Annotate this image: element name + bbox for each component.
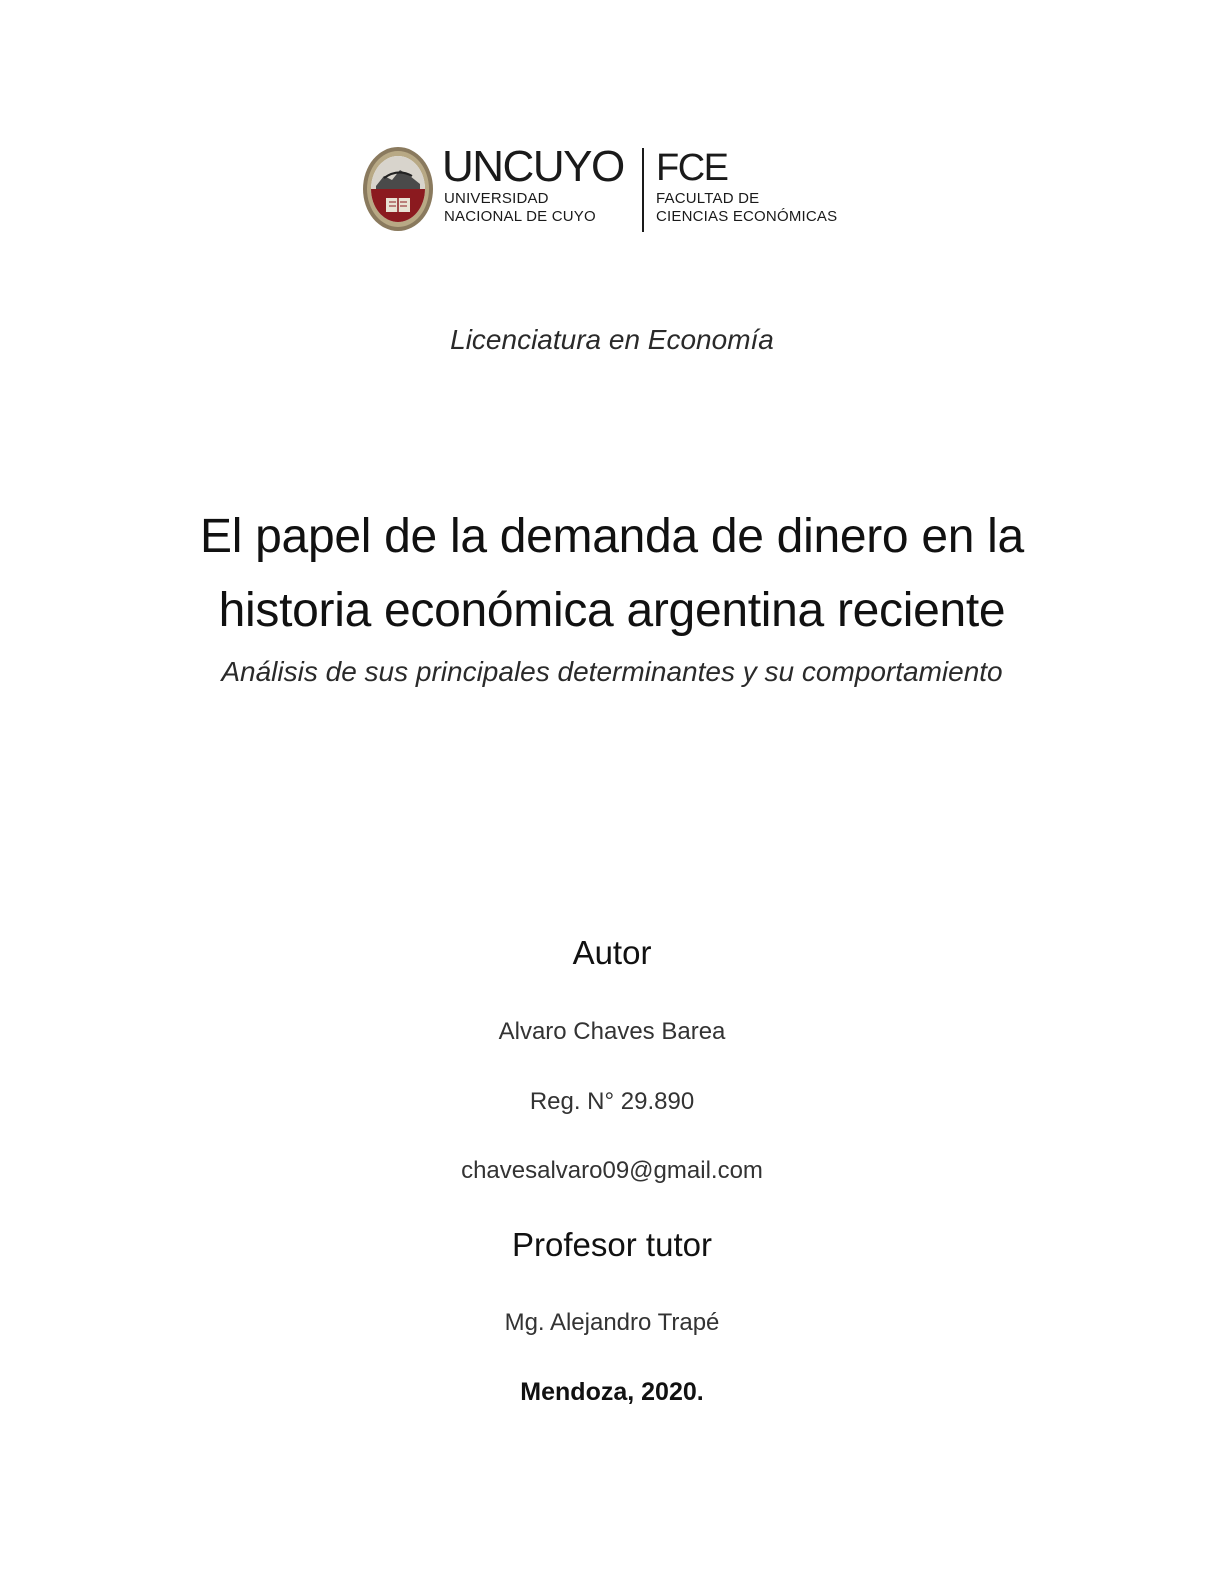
tutor-heading: Profesor tutor bbox=[512, 1226, 712, 1263]
tutor-name: Mg. Alejandro Trapé bbox=[504, 1309, 720, 1336]
thesis-title-line1: El papel de la demanda de dinero en la bbox=[200, 510, 1024, 563]
author-name: Alvaro Chaves Barea bbox=[498, 1018, 726, 1045]
university-name-line2: NACIONAL DE CUYO bbox=[444, 208, 596, 225]
institution-logo bbox=[362, 144, 862, 234]
thesis-title-line2: historia económica argentina reciente bbox=[218, 584, 1006, 637]
logo-divider bbox=[642, 148, 644, 232]
author-heading: Autor bbox=[572, 934, 652, 971]
faculty-name bbox=[656, 190, 837, 226]
uncuyo-wordmark: UNCUYO bbox=[442, 142, 624, 191]
faculty-name-line2: CIENCIAS ECONÓMICAS bbox=[656, 208, 838, 225]
thesis-subtitle: Análisis de sus principales determinantes y su comportamiento bbox=[221, 656, 1003, 687]
university-seal-icon bbox=[362, 146, 434, 232]
career-name: Licenciatura en Economía bbox=[450, 324, 774, 355]
faculty-name-line1: FACULTAD DE bbox=[656, 190, 760, 207]
thesis-title bbox=[0, 500, 1224, 648]
place-date: Mendoza, 2020. bbox=[520, 1378, 704, 1406]
university-name-line1: UNIVERSIDAD bbox=[444, 190, 549, 207]
university-name bbox=[444, 190, 596, 226]
fce-wordmark: FCE bbox=[656, 147, 728, 189]
author-email: chavesalvaro09@gmail.com bbox=[461, 1157, 763, 1184]
author-registration: Reg. N° 29.890 bbox=[529, 1088, 695, 1115]
